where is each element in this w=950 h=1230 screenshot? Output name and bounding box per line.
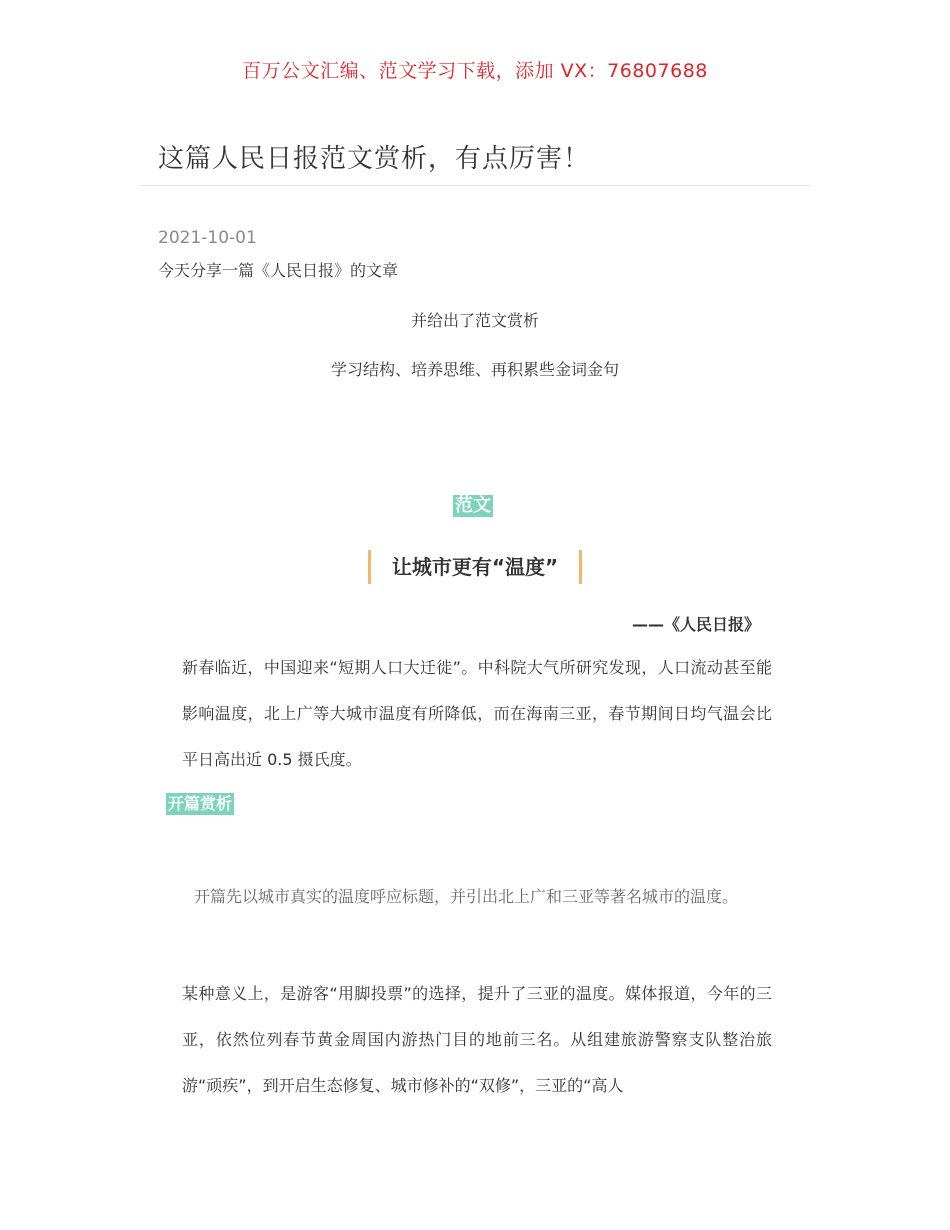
- title-divider: [140, 185, 810, 186]
- article-title: 这篇人民日报范文赏析，有点厉害！: [158, 144, 591, 174]
- sample-heading: 让城市更有“温度”: [368, 550, 582, 584]
- analysis-tag: 开篇赏析: [168, 794, 233, 813]
- intro-line-2: 学习结构、培养思维、再积累些金词金句: [330, 360, 619, 379]
- sample-paragraph-2: 某种意义上，是游客“用脚投票”的选择，提升了三亚的温度。媒体报道，今年的三亚，依然位列春节黄金周国内游热门目的地前三名。从组建旅游警察支队整治旅游“顽疾”，到开启生态修复、城市修补的“双修”，三亚的“高人: [182, 984, 772, 1095]
- intro-line-1: 并给出了范文赏析: [410, 311, 539, 330]
- sample-tag: 范文: [455, 495, 491, 516]
- sample-paragraph-1: 新春临近，中国迎来“短期人口大迁徙”。中科院大气所研究发现，人口流动甚至能影响温度，北上广等大城市温度有所降低，而在海南三亚，春节期间日均气温会比平日高出近 0.5 摄氏度。: [182, 658, 772, 769]
- analysis-text: 开篇先以城市真实的温度呼应标题，并引出北上广和三亚等著名城市的温度。: [194, 887, 739, 906]
- sample-source: ——《人民日报》: [631, 615, 760, 634]
- article-date: 2021-10-01: [158, 228, 257, 248]
- article-intro: 今天分享一篇《人民日报》的文章: [158, 261, 399, 280]
- promo-banner: 百万公文汇编、范文学习下载，添加 VX：76807688: [242, 60, 708, 82]
